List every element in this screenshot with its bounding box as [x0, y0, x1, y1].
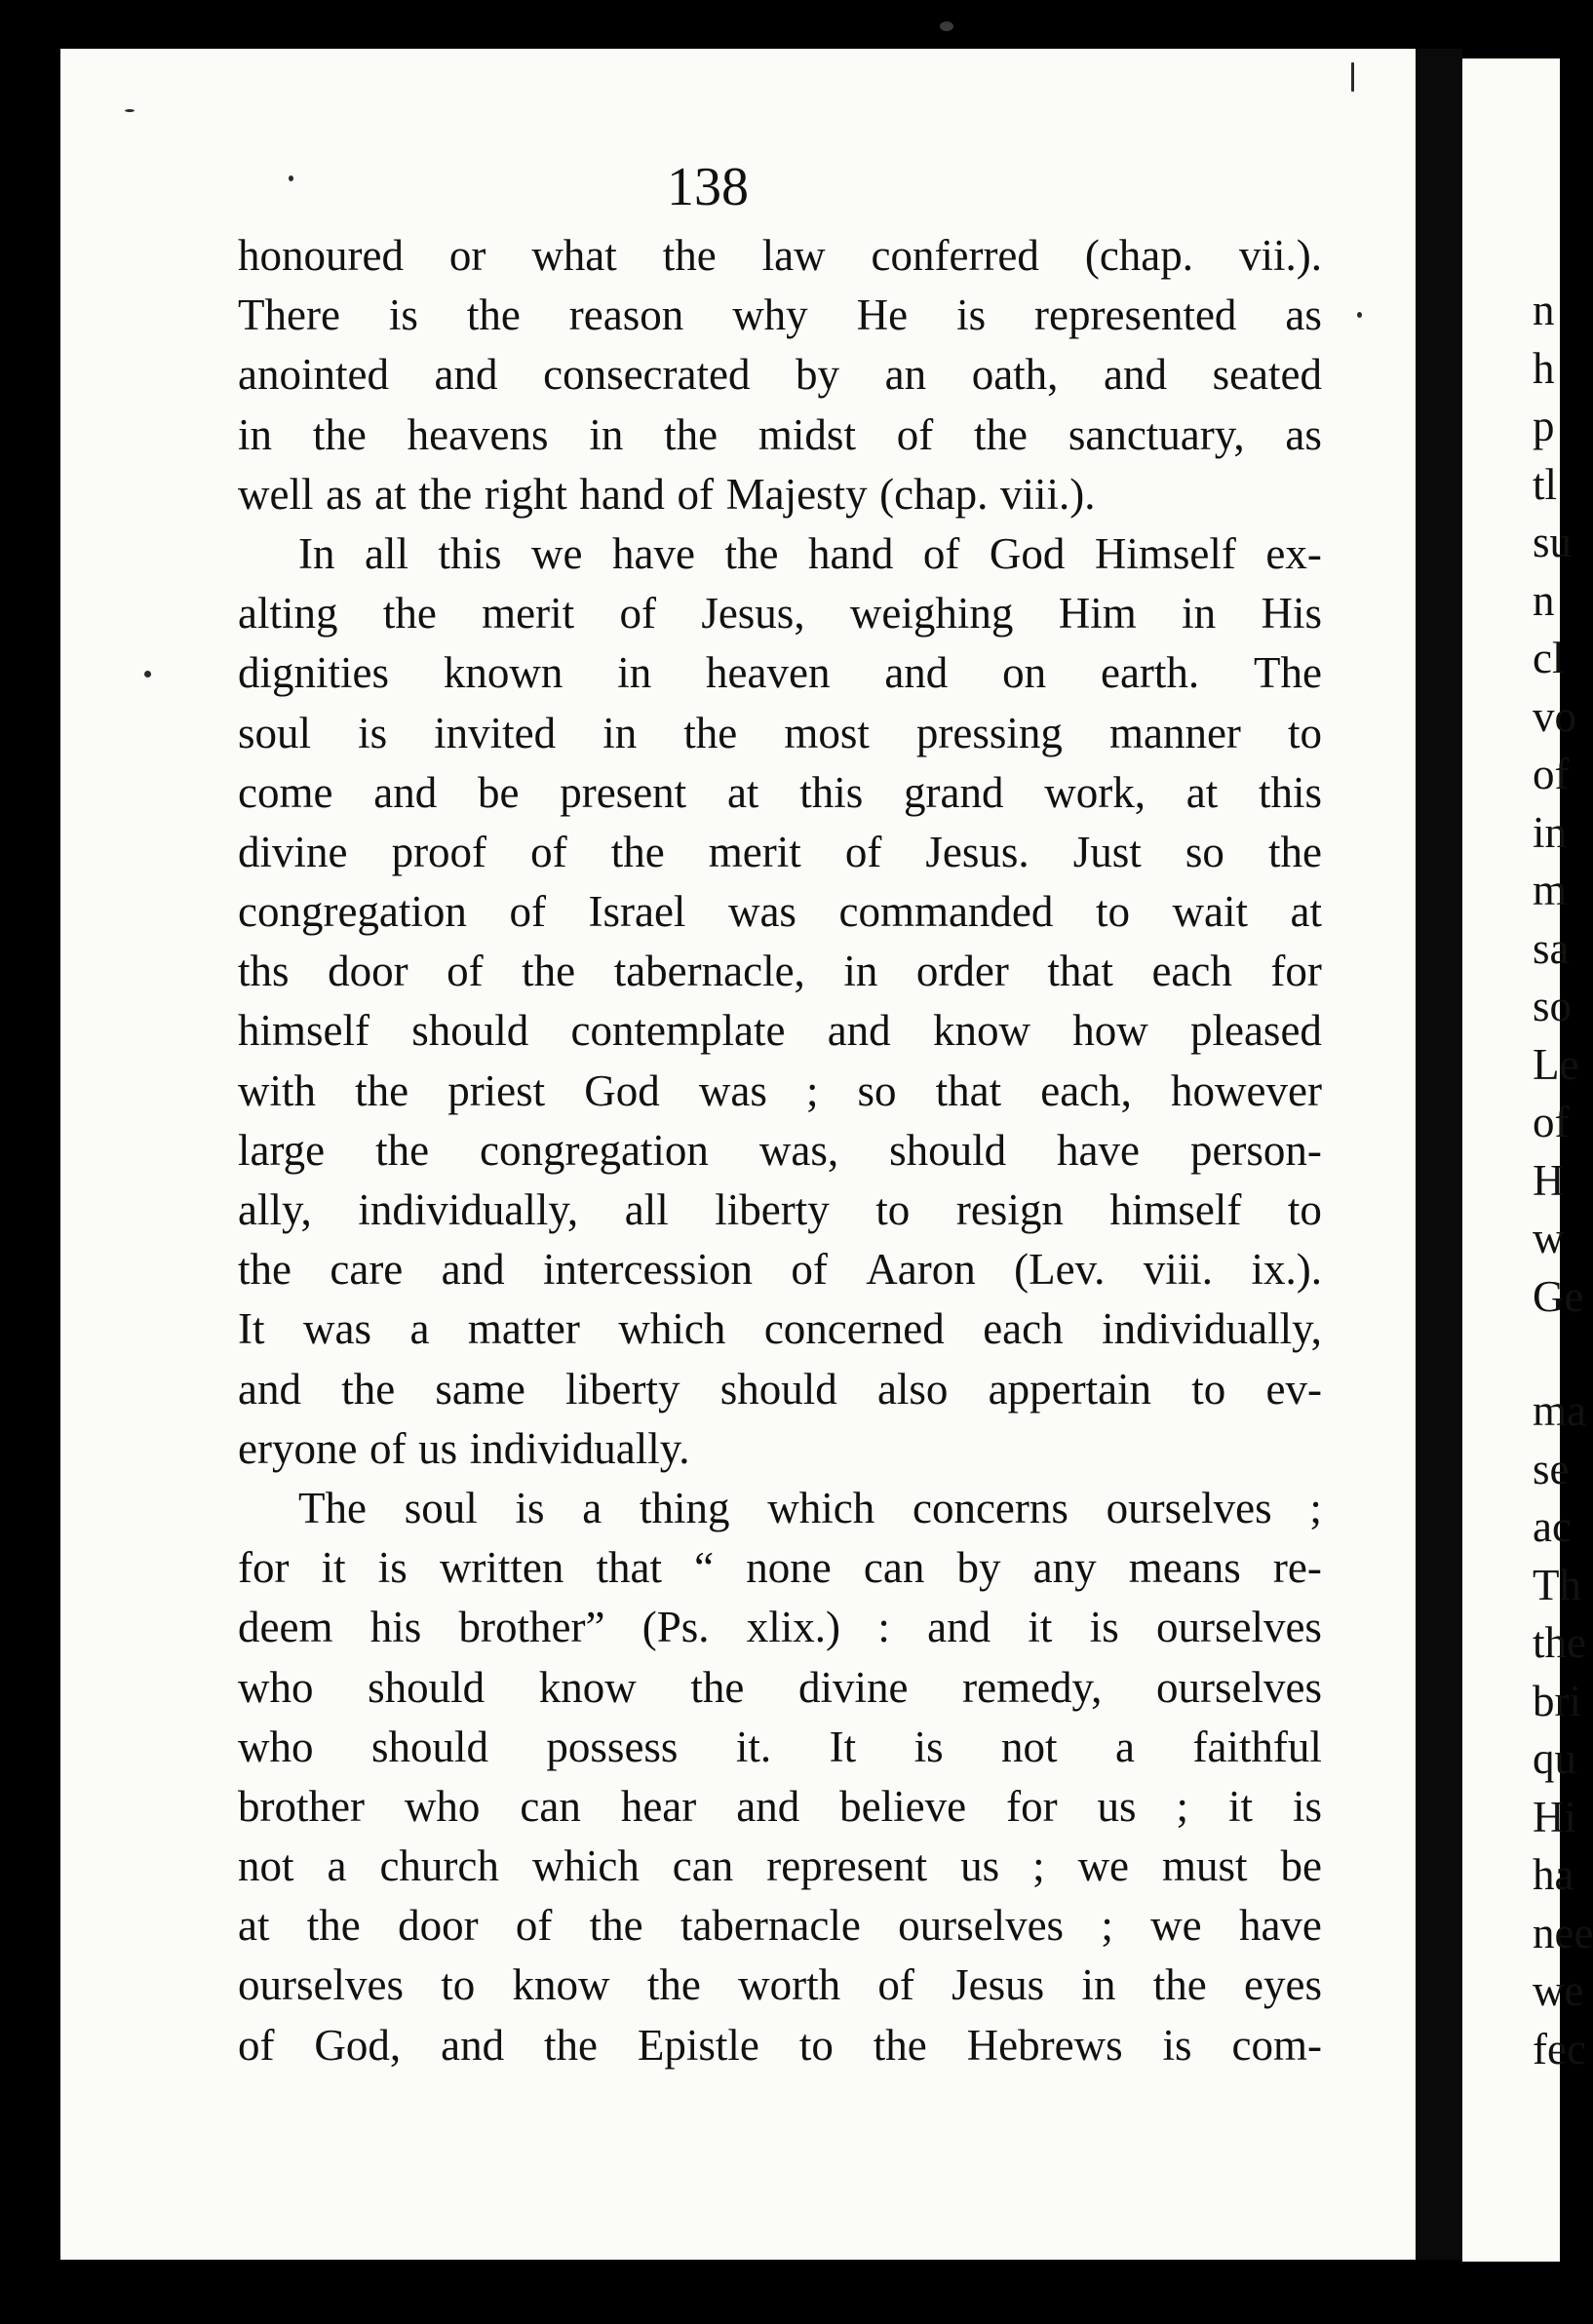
text-line: There is the reason why He is represented as	[238, 290, 1322, 340]
facing-page-fragment: Th	[1533, 1560, 1581, 1609]
text-line: The soul is a thing which concerns ourselves ;	[298, 1483, 1322, 1532]
text-line: come and be present at this grand work, at this	[238, 767, 1322, 817]
facing-page-fragment: H	[1533, 1155, 1565, 1205]
scan-speck	[1351, 62, 1354, 92]
text-line: and the same liberty should also appertain to ev-	[238, 1364, 1322, 1414]
facing-page-fragment: vo	[1533, 691, 1576, 741]
facing-page-fragment: h	[1533, 343, 1555, 393]
text-line: for it is written that “ none can by any means re-	[238, 1543, 1322, 1593]
facing-page-fragment: su	[1533, 518, 1573, 566]
facing-page-fragment: n	[1533, 286, 1555, 334]
facing-page-fragment: m	[1533, 866, 1568, 914]
text-line: anointed and consecrated by an oath, and seated	[238, 350, 1322, 400]
facing-page-fragment: qu	[1533, 1734, 1576, 1783]
text-line: alting the merit of Jesus, weighing Him in His	[238, 589, 1322, 639]
facing-page-fragment: the	[1533, 1618, 1586, 1667]
text-line: the care and intercession of Aaron (Lev. viii. ix.).	[238, 1245, 1322, 1295]
facing-page-fragment: w	[1533, 1214, 1565, 1262]
page-number: 138	[667, 157, 749, 217]
facing-page-fragment: sa	[1533, 923, 1570, 973]
text-line: at the door of the tabernacle ourselves ; we have	[238, 1901, 1322, 1951]
facing-page-fragment: we	[1533, 1966, 1584, 2015]
facing-page-fragment: fec	[1533, 2024, 1586, 2073]
facing-page-fragment: ac	[1533, 1502, 1572, 1551]
text-line: ally, individually, all liberty to resign himself to	[238, 1185, 1322, 1234]
facing-page-fragment: of	[1533, 1098, 1570, 1146]
facing-page-fragment: Ge	[1533, 1271, 1584, 1321]
text-line: ourselves to know the worth of Jesus in the eyes	[238, 1960, 1322, 2010]
book-gutter	[1416, 49, 1462, 2260]
text-line: eryone of us individually.	[238, 1423, 690, 1473]
text-line: not a church which can represent us ; we must be	[238, 1841, 1322, 1891]
facing-page-fragment: ma	[1533, 1386, 1586, 1435]
facing-page-fragment: of	[1533, 750, 1570, 798]
text-line: of God, and the Epistle to the Hebrews is com-	[238, 2020, 1322, 2070]
scan-speck	[940, 21, 953, 31]
facing-page-fragment: bri	[1533, 1676, 1581, 1725]
text-line: divine proof of the merit of Jesus. Just so the	[238, 827, 1322, 876]
facing-page-fragment: se	[1533, 1444, 1570, 1493]
text-line: well as at the right hand of Majesty (chap. viii.).	[238, 469, 1096, 519]
text-line: deem his brother” (Ps. xlix.) : and it is ourselves	[238, 1603, 1322, 1652]
text-line: himself should contemplate and know how pleased	[238, 1006, 1322, 1056]
text-line: with the priest God was ; so that each, however	[238, 1065, 1322, 1115]
text-line: In all this we have the hand of God Himself ex-	[298, 528, 1322, 578]
facing-page-fragment: so	[1533, 982, 1573, 1030]
paragraph	[238, 524, 1322, 1479]
facing-page-fragment: tl	[1533, 459, 1558, 509]
facing-page-fragment: nee	[1533, 1908, 1593, 1957]
facing-page-fragment: in	[1533, 807, 1568, 857]
facing-page-fragment: cl	[1533, 634, 1565, 682]
text-line: ths door of the tabernacle, in order that each for	[238, 947, 1322, 996]
text-line: large the congregation was, should have person-	[238, 1125, 1322, 1175]
facing-page-fragment: Le	[1533, 1039, 1579, 1089]
text-line: congregation of Israel was commanded to wait at	[238, 887, 1322, 937]
facing-page-fragment: Hi	[1533, 1792, 1576, 1841]
paragraph	[238, 1479, 1322, 2075]
scan-speck	[125, 109, 135, 112]
scan-speck	[1357, 312, 1362, 318]
text-line: It was a matter which concerned each individually,	[238, 1304, 1322, 1354]
text-line: soul is invited in the most pressing manner to	[238, 708, 1322, 757]
facing-page-fragment: p	[1533, 402, 1555, 450]
scan-speck	[144, 671, 151, 678]
text-line: who should possess it. It is not a faithful	[238, 1722, 1322, 1771]
text-line: dignities known in heaven and on earth. The	[238, 648, 1322, 698]
text-line: who should know the divine remedy, ourselves	[238, 1662, 1322, 1712]
body-text	[238, 226, 1322, 2075]
text-line: brother who can hear and believe for us ; it is	[238, 1781, 1322, 1831]
scan-speck	[289, 175, 293, 181]
facing-page-fragment: n	[1533, 575, 1555, 625]
facing-page-fragment: ha	[1533, 1850, 1574, 1899]
text-line: in the heavens in the midst of the sanctuary, as	[238, 409, 1322, 459]
text-line: honoured or what the law conferred (chap. vii.).	[238, 231, 1322, 280]
paragraph	[238, 226, 1322, 524]
